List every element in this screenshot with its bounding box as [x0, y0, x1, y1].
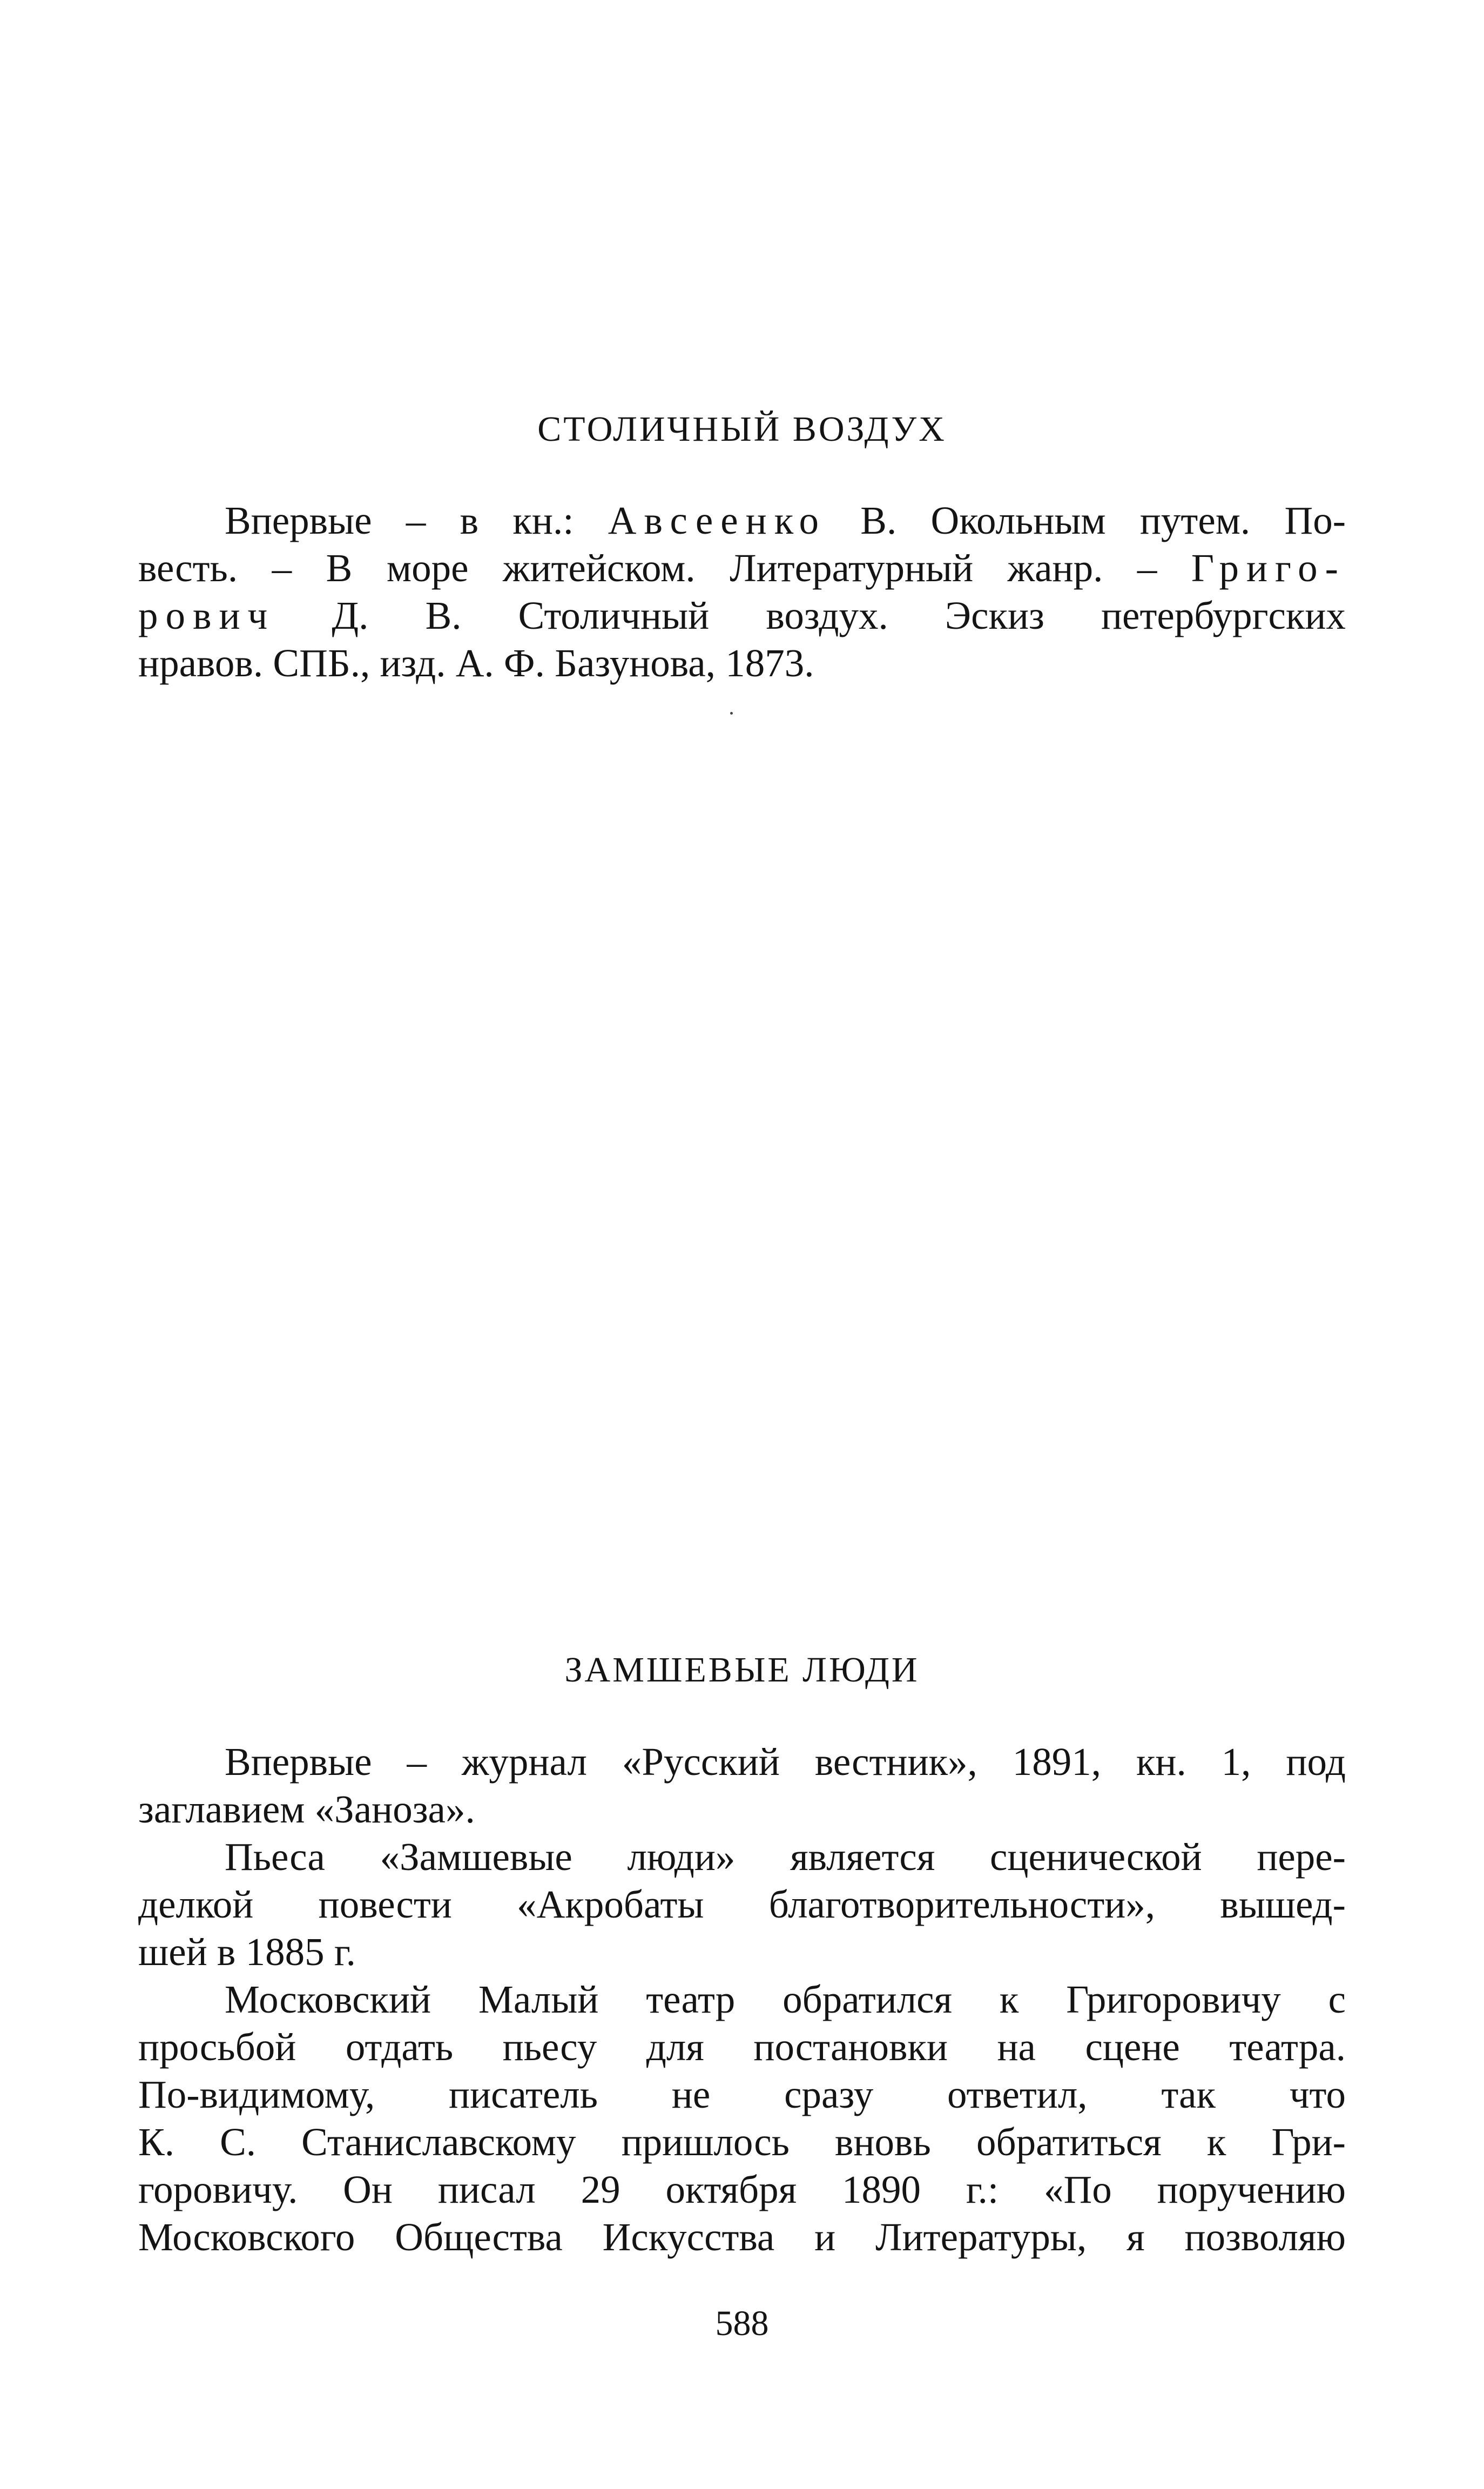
print-speck — [730, 712, 733, 715]
paragraph-line: По-видимому, писатель не сразу ответил, так что — [138, 2073, 1346, 2116]
page-number: 588 — [715, 2304, 769, 2343]
section-1-line — [138, 592, 1346, 640]
paragraph-line: горовичу. Он писал 29 октября 1890 г.: «По поручению — [138, 2168, 1346, 2211]
text-fragment: нравов. СПБ., изд. А. Ф. Базунова, 1873. — [138, 641, 814, 685]
paragraph-line: заглавием «Заноза». — [138, 1787, 475, 1831]
paragraph-line: шей в 1885 г. — [138, 1930, 356, 1974]
paragraph-line: Московского Общества Искусства и Литературы, я позволяю — [138, 2215, 1346, 2259]
paragraph-line: Пьеса «Замшевые люди» является сценической пере- — [225, 1835, 1346, 1879]
text-fragment: Впервые – в кн.: — [225, 499, 608, 542]
section-1-line — [138, 497, 1346, 544]
author-name-spaced: Авсеенко — [608, 499, 826, 542]
paragraph-line: Впервые – журнал «Русский вестник», 1891, кн. 1, под — [225, 1740, 1346, 1784]
section-1-body — [138, 497, 1346, 687]
author-name-spaced: Григо- — [1191, 546, 1346, 590]
section-1-line — [138, 544, 1346, 592]
paragraph-line: К. С. Станиславскому пришлось вновь обратиться к Гри- — [138, 2120, 1346, 2164]
paragraph — [138, 1738, 1346, 1833]
paragraph — [138, 1976, 1346, 2261]
text-fragment: весть. – В море житейском. Литературный жанр. – — [138, 546, 1191, 590]
section-title-zamshevye-lyudi: ЗАМШЕВЫЕ ЛЮДИ — [564, 1650, 920, 1690]
paragraph-line: просьбой отдать пьесу для постановки на сцене театра. — [138, 2025, 1346, 2069]
paragraph — [138, 1833, 1346, 1976]
text-fragment: В. Окольным путем. По- — [826, 499, 1346, 542]
text-fragment: Д. В. Столичный воздух. Эскиз петербургских — [275, 594, 1346, 637]
author-name-spaced: рович — [138, 594, 275, 637]
section-title-stolichny-vozdukh: СТОЛИЧНЫЙ ВОЗДУХ — [537, 409, 947, 449]
section-1-line — [138, 640, 1346, 687]
paragraph-line: делкой повести «Акробаты благотворительности», вышед- — [138, 1882, 1346, 1926]
section-2-body — [138, 1738, 1346, 2261]
paragraph-line: Московский Малый театр обратился к Григоровичу с — [225, 1977, 1346, 2021]
